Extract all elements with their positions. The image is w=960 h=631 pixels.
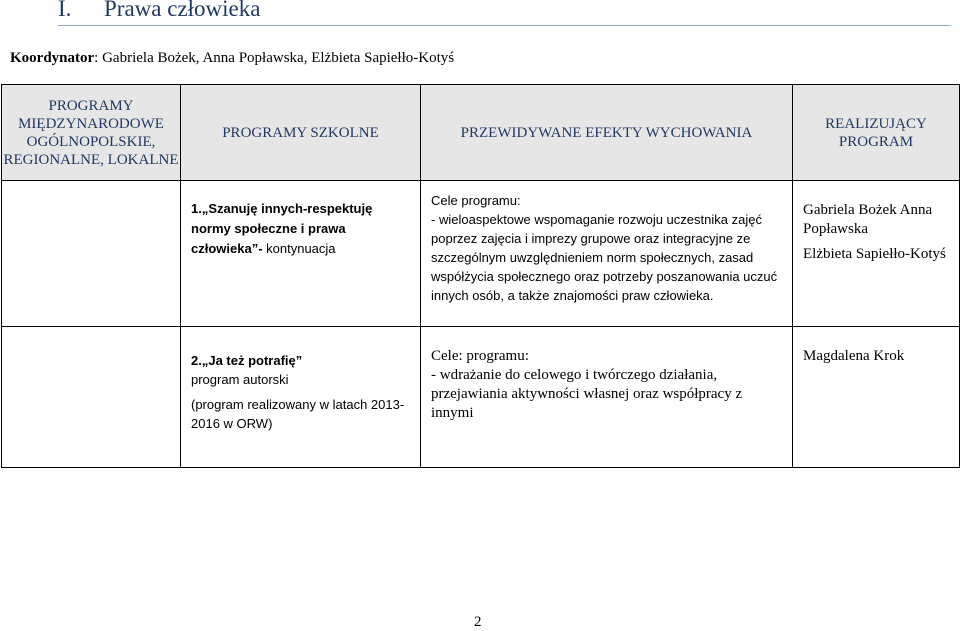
table-row: [2, 181, 960, 327]
program-title: 1.„Szanuję innych-respektuję normy społeczne i prawa człowieka”-: [191, 201, 373, 256]
program-note: (program realizowany w latach 2013-2016 w ORW): [191, 397, 405, 431]
realizer-name: Elżbieta Sapiełło-Kotyś: [803, 246, 946, 262]
header-realizers: REALIZUJĄCY PROGRAM: [793, 85, 960, 181]
header-international-programs: PROGRAMY MIĘDZYNARODOWE OGÓLNOPOLSKIE, REGIONALNE, LOKALNE: [2, 85, 181, 181]
table-row: [2, 327, 960, 468]
cell-expected-effects: [421, 181, 793, 327]
effects-label: Cele programu:: [431, 193, 521, 208]
cell-school-program: [181, 181, 421, 327]
coordinators-label: Koordynator: [10, 50, 95, 66]
program-title: 2.„Ja też potrafię”: [191, 353, 303, 368]
cell-school-program: [181, 327, 421, 468]
table-header-row: [2, 85, 960, 181]
cell-international: [2, 181, 181, 327]
cell-realizers: [793, 181, 960, 327]
program-table: [1, 84, 960, 468]
coordinators-line: Koordynator: Gabriela Bożek, Anna Popławska, Elżbieta Sapiełło-Kotyś: [10, 50, 455, 66]
section-title: Prawa człowieka: [104, 0, 261, 21]
program-suffix: program autorski: [191, 372, 289, 387]
cell-expected-effects: [421, 327, 793, 468]
page-number: 2: [474, 614, 482, 630]
realizer-name: Magdalena Krok: [803, 348, 905, 364]
section-heading: [58, 0, 951, 26]
cell-realizers: [793, 327, 960, 468]
effects-text: - wieloaspektowe wspomaganie rozwoju uczestnika zajęć poprzez zajęcia i imprezy grupowe oraz integracyjne ze szczególnym uwzględnieniem norm społecznych, zasad współżycia społecznego oraz potrzeby poszanowania uczuć innych osób, a także znajomości praw człowieka.: [431, 212, 778, 303]
header-expected-effects: PRZEWIDYWANE EFEKTY WYCHOWANIA: [421, 85, 793, 181]
header-school-programs: PROGRAMY SZKOLNE: [181, 85, 421, 181]
coordinators-names: Gabriela Bożek, Anna Popławska, Elżbieta Sapiełło-Kotyś: [102, 50, 455, 66]
cell-international: [2, 327, 181, 468]
realizer-name: Gabriela Bożek Anna Popławska: [803, 202, 933, 237]
effects-text: - wdrażanie do celowego i twórczego działania, przejawiania aktywności własnej oraz współpracy z innymi: [431, 367, 743, 421]
program-suffix: kontynuacja: [262, 241, 336, 256]
effects-label: Cele: programu:: [431, 348, 529, 364]
section-number: I.: [58, 0, 72, 21]
